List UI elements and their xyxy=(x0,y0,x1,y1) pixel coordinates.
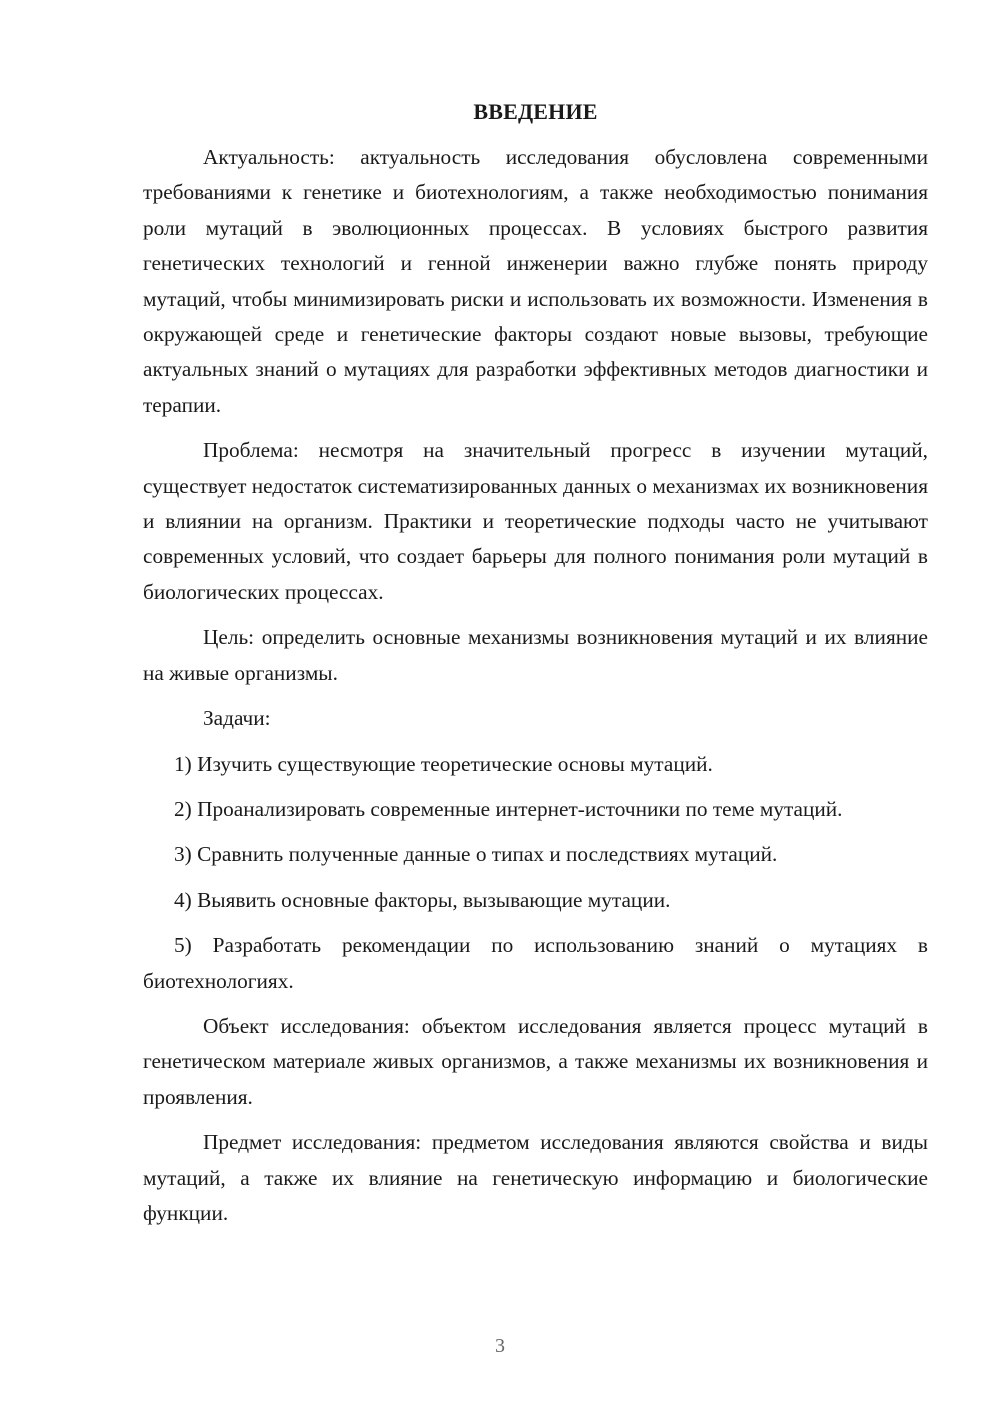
task-item: 5) Разработать рекомендации по использованию знаний о мутациях в биотехнологиях. xyxy=(143,933,928,993)
task-item: 4) Выявить основные факторы, вызывающие мутации. xyxy=(174,887,671,912)
task-item: 3) Сравнить полученные данные о типах и последствиях мутаций. xyxy=(174,842,778,867)
paragraph-problem: Проблема: несмотря на значительный прогресс в изучении мутаций, существует недостаток систематизированных данных о механизмах их возникновения и влиянии на организм. Практики и теоретические подходы часто не учитывают современных условий, что создает барьеры для полного понимания роли мутаций в биологических процессах. xyxy=(143,438,928,604)
paragraph-object: Объект исследования: объектом исследования является процесс мутаций в генетическом материале живых организмов, а также механизмы их возникновения и проявления. xyxy=(143,1013,928,1109)
tasks-heading: Задачи: xyxy=(203,706,271,731)
tasks-list xyxy=(143,747,928,999)
page-title: ВВЕДЕНИЕ xyxy=(473,99,598,124)
paragraph-subject: Предмет исследования: предметом исследования являются свойства и виды мутаций, а также их влияние на генетическую информацию и биологические функции. xyxy=(143,1130,928,1225)
paragraph-relevance: Актуальность: актуальность исследования обусловлена современными требованиями к генетике и биотехнологиям, а также необходимостью понимания роли мутаций в эволюционных процессах. В условиях быстрого развития генетических технологий и генной инженерии важно глубже понять природу мутаций, чтобы минимизировать риски и использовать их возможности. Изменения в окружающей среде и генетические факторы создают новые вызовы, требующие актуальных знаний о мутациях для разработки эффективных методов диагностики и терапии. xyxy=(143,145,928,417)
page-number: 3 xyxy=(495,1335,505,1357)
page-content xyxy=(143,94,928,1241)
task-item: 1) Изучить существующие теоретические основы мутаций. xyxy=(174,751,713,776)
task-item: 2) Проанализировать современные интернет-источники по теме мутаций. xyxy=(174,796,843,821)
paragraph-goal: Цель: определить основные механизмы возникновения мутаций и их влияние на живые организмы. xyxy=(143,625,928,685)
